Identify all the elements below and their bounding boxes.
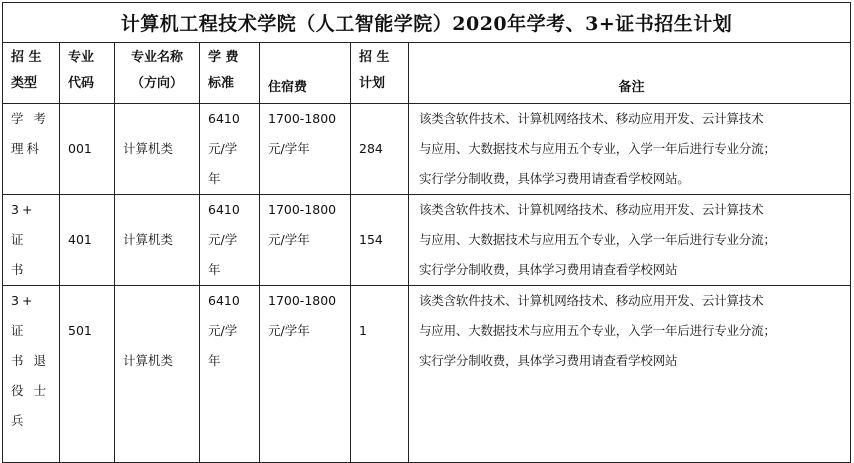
header-dorm-label: 住宿费 <box>268 80 308 95</box>
dorm-line: 1700-1800 <box>268 202 337 217</box>
header-plan <box>351 43 409 104</box>
remark-line: 该类含软件技术、计算机网络技术、移动应用开发、云计算技术 <box>419 293 764 308</box>
major-name-cell: 计算机类 <box>115 286 200 463</box>
remark-line: 实行学分制收费，具体学习费用请查看学校网站。 <box>419 171 690 186</box>
plan-count-cell: 154 <box>351 195 409 286</box>
header-type-line-2: 类型 <box>11 76 38 91</box>
header-name-line-1: 专业名称 <box>130 50 183 65</box>
remark-line: 实行学分制收费，具体学习费用请查看学校网站 <box>419 262 678 277</box>
remark-line: 该类含软件技术、计算机网络技术、移动应用开发、云计算技术 <box>419 202 764 217</box>
enroll-type-cell <box>3 195 60 286</box>
fee-line: 6410 <box>208 202 240 217</box>
fee-line: 年 <box>208 353 221 368</box>
tuition-cell <box>200 286 260 463</box>
table-row <box>3 195 851 286</box>
type-line: 理科 <box>11 141 43 156</box>
fee-line: 6410 <box>208 293 240 308</box>
dorm-line: 1700-1800 <box>268 293 337 308</box>
major-name-cell: 计算机类 <box>115 104 200 195</box>
remark-line: 与应用、大数据技术与应用五个专业，入学一年后进行专业分流； <box>419 141 776 156</box>
fee-line: 元/学 <box>208 323 238 338</box>
fee-line: 年 <box>208 171 221 186</box>
fee-line: 元/学 <box>208 232 238 247</box>
tuition-cell <box>200 195 260 286</box>
dorm-fee-cell <box>260 195 351 286</box>
remark-cell <box>409 195 851 286</box>
fee-line: 元/学 <box>208 141 238 156</box>
type-line: 学 考 <box>11 111 49 126</box>
header-major-name <box>115 43 200 104</box>
header-type <box>3 43 60 104</box>
major-code-cell: 401 <box>60 195 115 286</box>
header-tuition <box>200 43 260 104</box>
header-name-line-2: （方向） <box>130 76 183 91</box>
remark-line: 实行学分制收费，具体学习费用请查看学校网站 <box>419 353 678 368</box>
header-remark-label: 备注 <box>618 80 645 95</box>
table-row <box>3 286 851 463</box>
major-name-cell: 计算机类 <box>115 195 200 286</box>
remark-line: 该类含软件技术、计算机网络技术、移动应用开发、云计算技术 <box>419 111 764 126</box>
dorm-fee-cell <box>260 286 351 463</box>
dorm-line: 1700-1800 <box>268 111 337 126</box>
header-fee-line-2: 标准 <box>208 76 235 91</box>
fee-line: 年 <box>208 262 221 277</box>
remark-cell <box>409 286 851 463</box>
header-plan-line-1: 招 生 <box>359 50 390 65</box>
header-fee-line-1: 学 费 <box>208 50 239 65</box>
dorm-line: 元/学年 <box>268 141 310 156</box>
dorm-line: 元/学年 <box>268 232 310 247</box>
tuition-cell <box>200 104 260 195</box>
plan-count-cell: 1 <box>351 286 409 463</box>
type-line: 书 <box>11 262 27 277</box>
plan-count-cell: 284 <box>351 104 409 195</box>
remark-line: 与应用、大数据技术与应用五个专业，入学一年后进行专业分流； <box>419 232 776 247</box>
header-dorm-fee <box>260 43 351 104</box>
remark-line: 与应用、大数据技术与应用五个专业，入学一年后进行专业分流； <box>419 323 776 338</box>
remark-cell <box>409 104 851 195</box>
header-code-line-2: 代码 <box>68 76 95 91</box>
major-code-cell: 001 <box>60 104 115 195</box>
enrollment-plan-table <box>2 2 851 463</box>
header-code <box>60 43 115 104</box>
type-line: 役 士 <box>11 383 49 398</box>
header-plan-line-2: 计划 <box>359 76 386 91</box>
type-line: 兵 <box>11 413 27 428</box>
table-title: 计算机工程技术学院（人工智能学院）2020年学考、3+证书招生计划 <box>3 3 851 43</box>
major-code-cell: 501 <box>60 286 115 463</box>
fee-line: 6410 <box>208 111 240 126</box>
type-line: 书 退 <box>11 353 49 368</box>
enrollment-plan-document <box>2 2 850 428</box>
table-row <box>3 104 851 195</box>
header-remark <box>409 43 851 104</box>
dorm-line: 元/学年 <box>268 323 310 338</box>
header-row <box>3 43 851 104</box>
enroll-type-cell <box>3 104 60 195</box>
type-line: 3+ 证 <box>11 293 36 338</box>
type-line: 3+ 证 <box>11 202 36 247</box>
enroll-type-cell <box>3 286 60 463</box>
header-type-line-1: 招 生 <box>11 50 42 65</box>
dorm-fee-cell <box>260 104 351 195</box>
header-code-line-1: 专业 <box>68 50 95 65</box>
